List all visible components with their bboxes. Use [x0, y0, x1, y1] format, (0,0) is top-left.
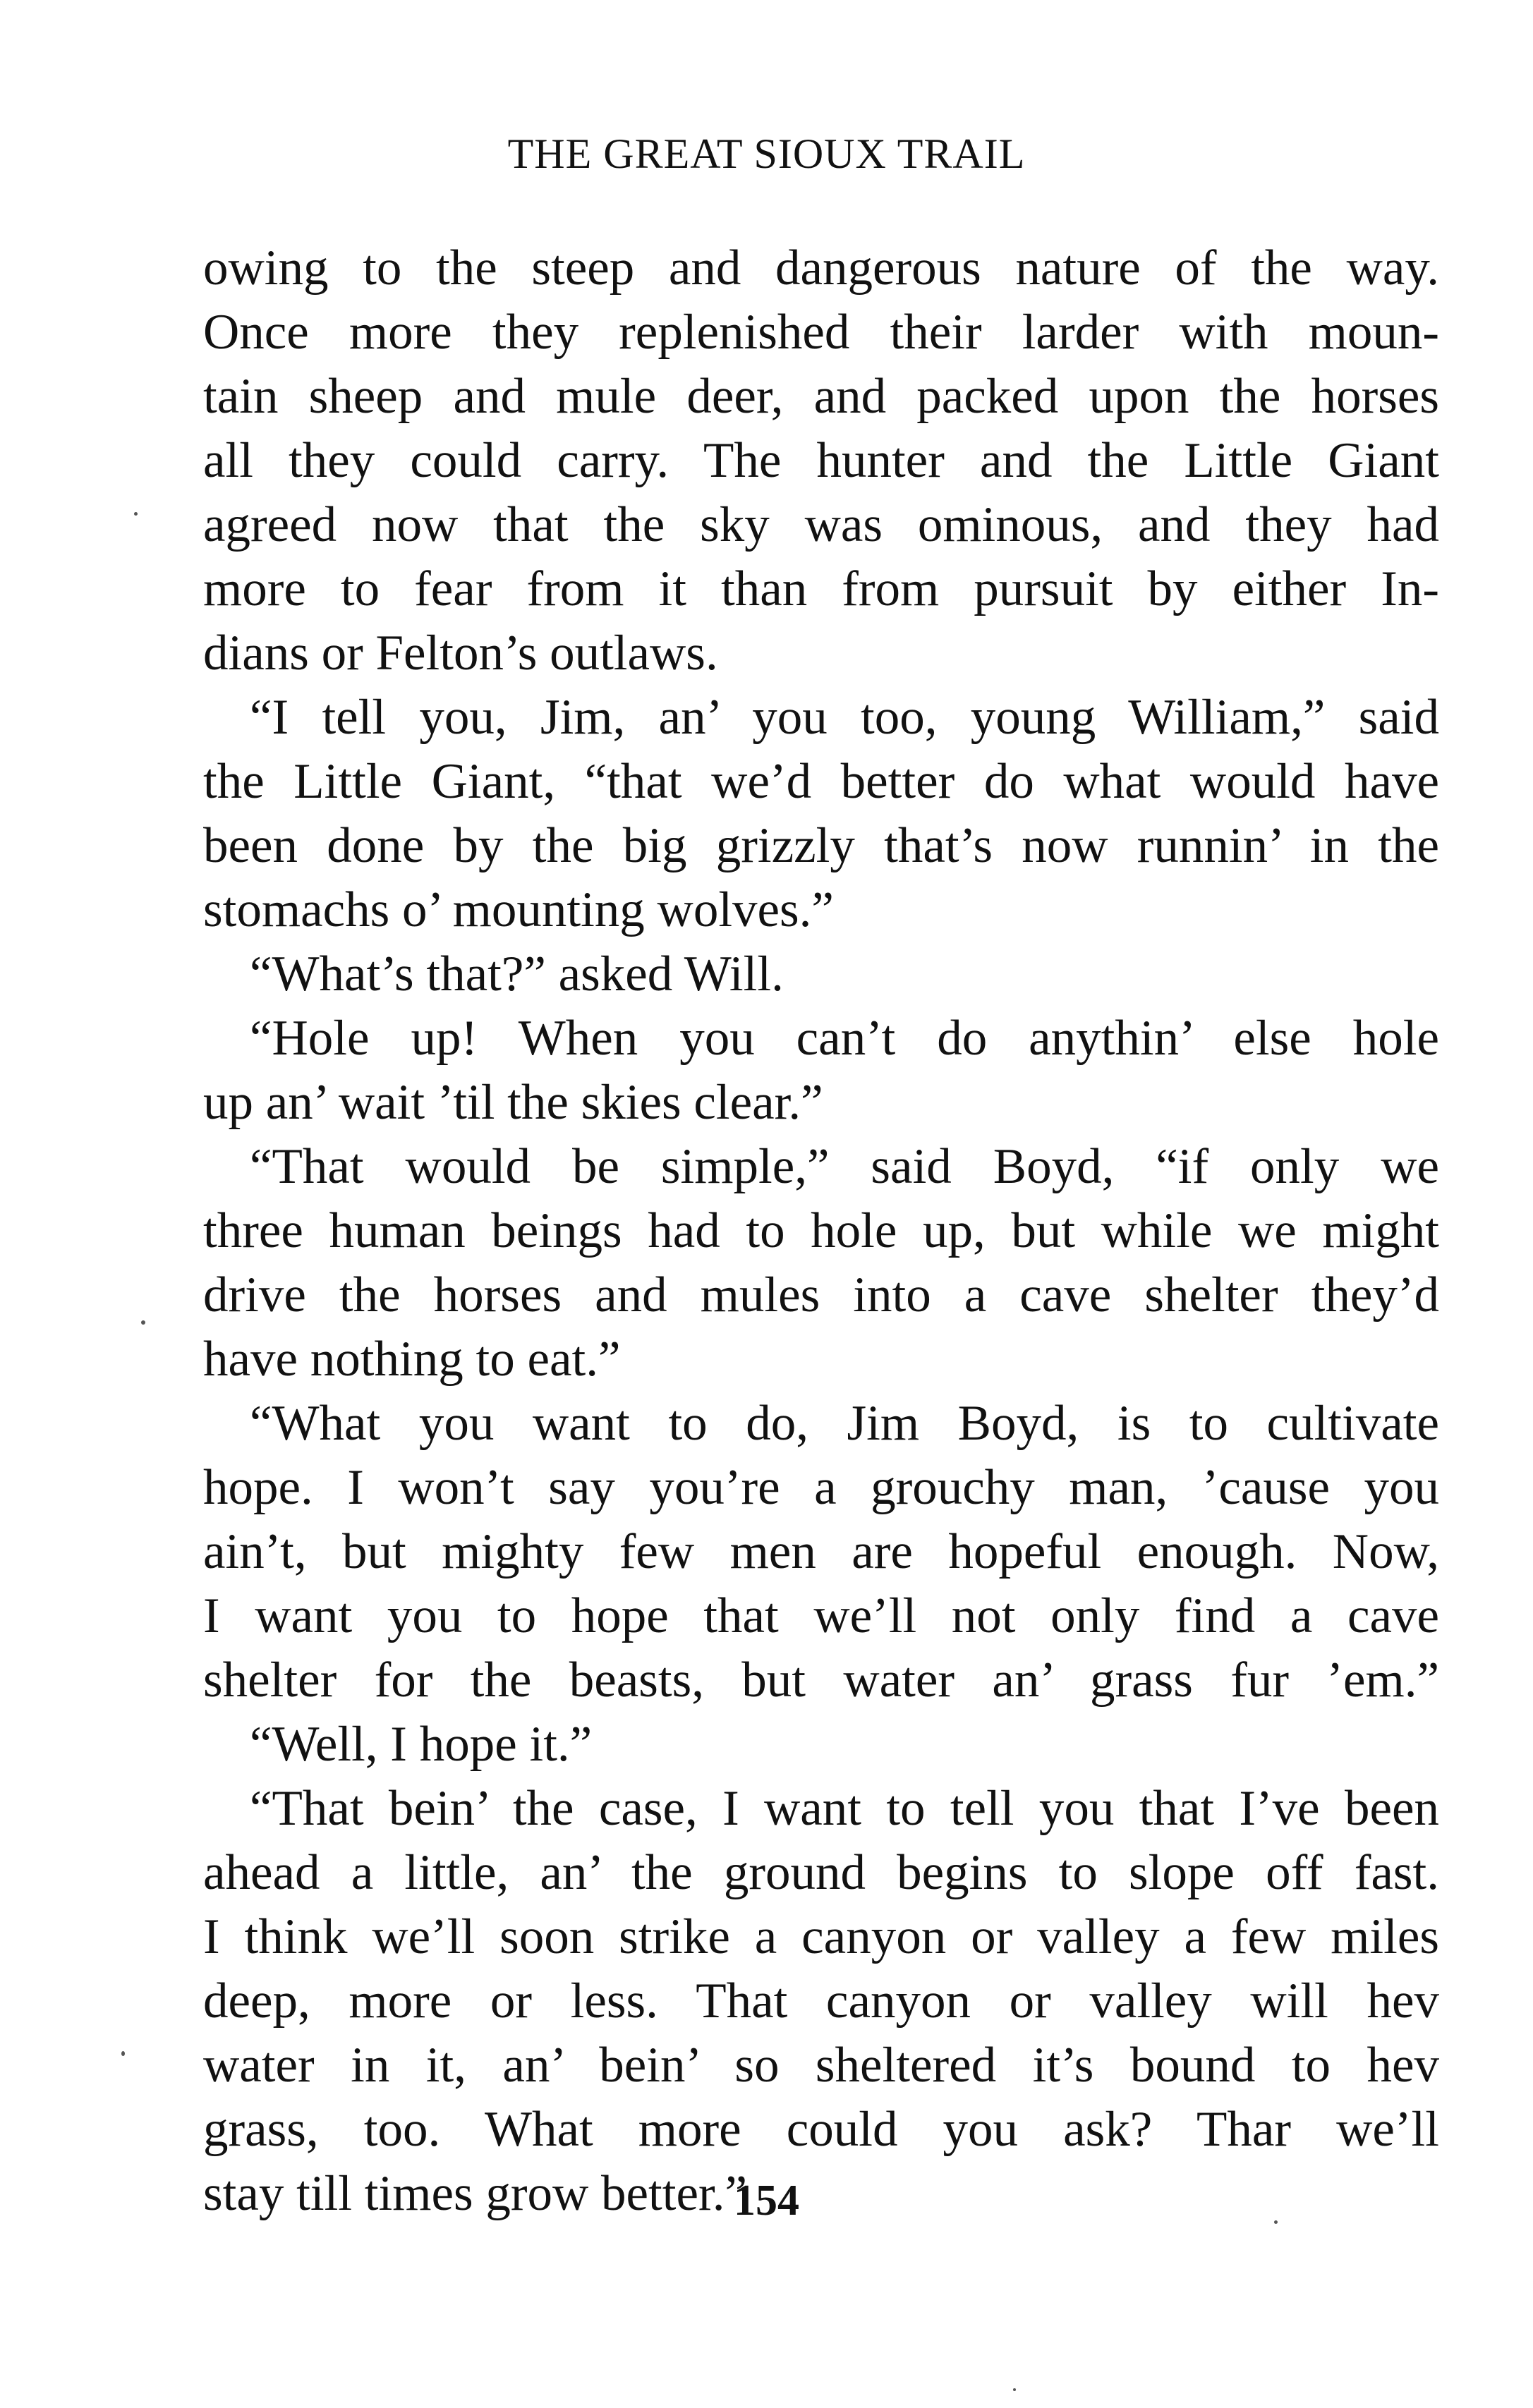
- text-line: ain’t, but mighty few men are hopeful enough. Now,: [203, 1524, 1439, 1579]
- text-line: the Little Giant, “that we’d better do what would have: [203, 754, 1439, 809]
- text-line: more to fear from it than from pursuit by either In-: [203, 561, 1439, 616]
- text-line: hope. I won’t say you’re a grouchy man, ’cause you: [203, 1460, 1439, 1515]
- page-number: 154: [734, 2177, 799, 2225]
- text-line: grass, too. What more could you ask? Thar we’ll: [203, 2102, 1439, 2157]
- text-line: stomachs o’ mounting wolves.”: [203, 882, 834, 937]
- text-line: Once more they replenished their larder with moun-: [203, 305, 1439, 360]
- text-line: agreed now that the sky was ominous, and they had: [203, 497, 1439, 552]
- paper-speck: [121, 2051, 125, 2056]
- text-line: dians or Felton’s outlaws.: [203, 626, 718, 681]
- text-line: owing to the steep and dangerous nature of the way.: [203, 241, 1439, 296]
- text-line: have nothing to eat.”: [203, 1332, 621, 1387]
- paper-speck: [134, 512, 138, 516]
- text-line: “Well, I hope it.”: [250, 1717, 593, 1772]
- text-line: I think we’ll soon strike a canyon or valley a few miles: [203, 1909, 1439, 1964]
- text-line: three human beings had to hole up, but while we might: [203, 1203, 1439, 1258]
- text-line: shelter for the beasts, but water an’ grass fur ’em.”: [203, 1653, 1439, 1708]
- text-line: ahead a little, an’ the ground begins to slope off fast.: [203, 1845, 1439, 1900]
- text-line: tain sheep and mule deer, and packed upon the horses: [203, 369, 1439, 424]
- text-line: “I tell you, Jim, an’ you too, young William,” said: [250, 690, 1439, 745]
- text-line: deep, more or less. That canyon or valley will hev: [203, 1974, 1439, 2029]
- paper-speck: [141, 1320, 145, 1325]
- running-title: THE GREAT SIOUX TRAIL: [507, 130, 1026, 177]
- text-line: up an’ wait ’til the skies clear.”: [203, 1075, 823, 1130]
- text-line: drive the horses and mules into a cave shelter they’d: [203, 1267, 1439, 1322]
- body-text: [203, 236, 1439, 2226]
- text-line: “That would be simple,” said Boyd, “if only we: [250, 1139, 1439, 1194]
- text-line: stay till times grow better.”: [203, 2166, 747, 2221]
- text-line: water in it, an’ bein’ so sheltered it’s bound to hev: [203, 2038, 1439, 2093]
- text-line: “Hole up! When you can’t do anythin’ else hole: [250, 1011, 1439, 1066]
- text-line: I want you to hope that we’ll not only find a cave: [203, 1588, 1439, 1643]
- text-line: “What’s that?” asked Will.: [250, 947, 784, 1002]
- paper-speck: [1013, 2388, 1016, 2391]
- text-line: “That bein’ the case, I want to tell you that I’ve been: [250, 1781, 1439, 1836]
- paper-speck: [1274, 2220, 1278, 2224]
- text-line: been done by the big grizzly that’s now runnin’ in the: [203, 818, 1439, 873]
- text-line: all they could carry. The hunter and the Little Giant: [203, 433, 1439, 488]
- text-line: “What you want to do, Jim Boyd, is to cultivate: [250, 1396, 1439, 1451]
